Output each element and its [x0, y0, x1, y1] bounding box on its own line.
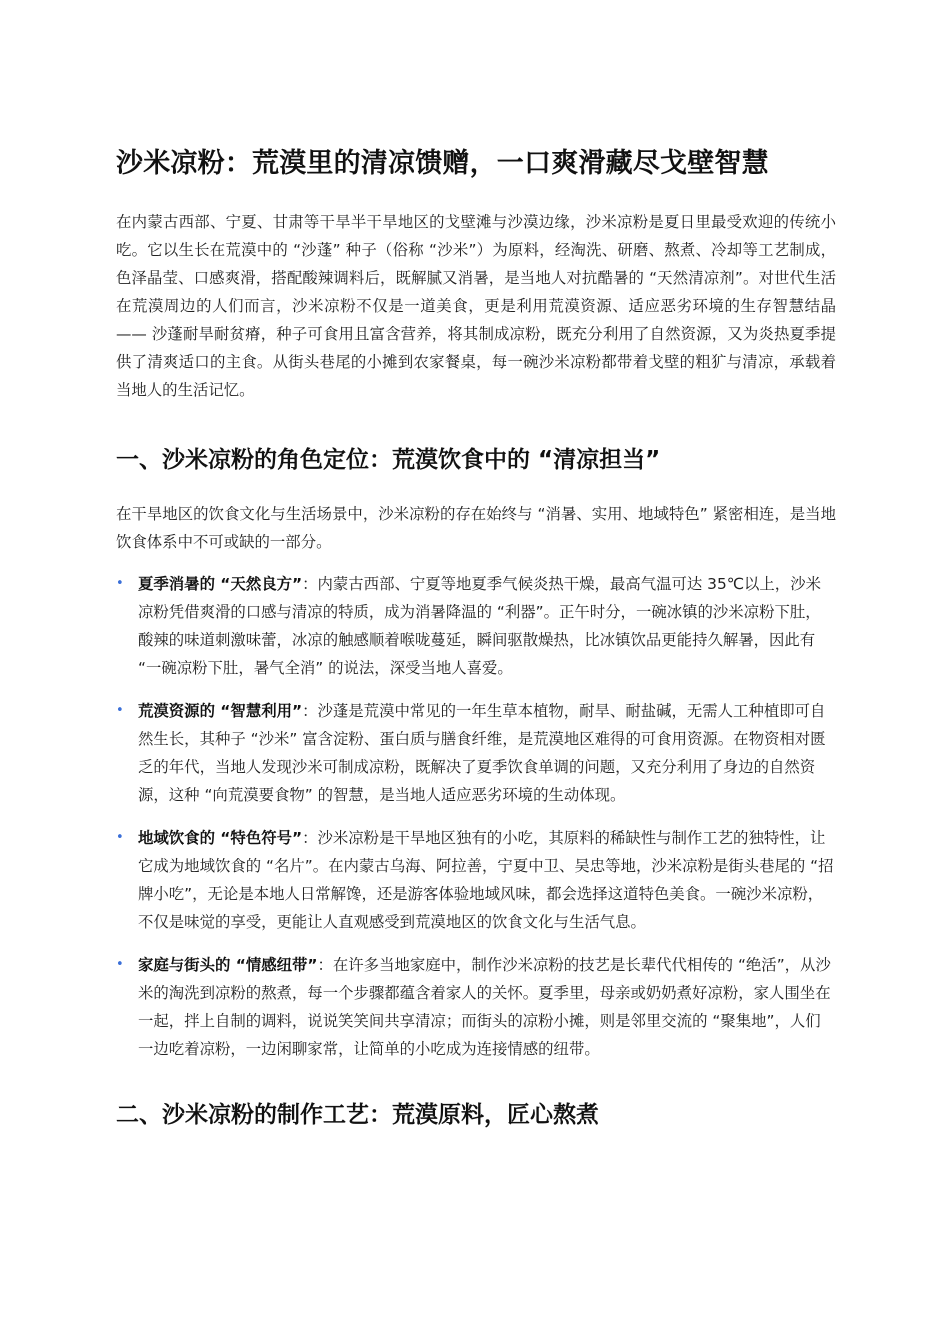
section-2-heading: 二、沙米凉粉的制作工艺：荒漠原料，匠心熬煮: [116, 1102, 599, 1128]
bullet-item-summer-cooling: [116, 570, 836, 682]
bullet-dot-icon: •: [116, 957, 124, 972]
bullet-item-text: ：内蒙古西部、宁夏等地夏季气候炎热干燥，最高气温可达 35℃以上，沙米凉粉凭借爽滑的口感与清凉的特质，成为消暑降温的 “利器”。正午时分，一碗冰镇的沙米凉粉下肚，酸辣的味道刺激味蕾，冰凉的触感顺着喉咙蔓延，瞬间驱散燥热，比冰镇饮品更能持久解暑，因此有 “一碗凉粉下肚，暑气全消” 的说法，深受当地人喜爱。: [138, 575, 821, 677]
bullet-dot-icon: •: [116, 703, 124, 718]
bullet-item-heading: 家庭与街头的 “情感纽带”: [138, 956, 318, 974]
section-1-heading: 一、沙米凉粉的角色定位：荒漠饮食中的 “清凉担当”: [116, 447, 661, 473]
bullet-item-resource-use: [116, 697, 836, 809]
bullet-dot-icon: •: [116, 576, 124, 591]
document-title: 沙米凉粉：荒漠里的清凉馈赠，一口爽滑藏尽戈壁智慧: [116, 148, 769, 179]
bullet-item-text: ：沙米凉粉是干旱地区独有的小吃，其原料的稀缺性与制作工艺的独特性，让它成为地域饮食的 “名片”。在内蒙古乌海、阿拉善，宁夏中卫、吴忠等地，沙米凉粉是街头巷尾的 “招牌小吃”，无论是本地人日常解馋，还是游客体验地域风味，都会选择这道特色美食。一碗沙米凉粉，不仅是味觉的享受，更能让人直观感受到荒漠地区的饮食文化与生活气息。: [138, 829, 834, 931]
bullet-item-heading: 夏季消暑的 “天然良方”: [138, 575, 303, 593]
section-1-lead-paragraph: 在干旱地区的饮食文化与生活场景中，沙米凉粉的存在始终与 “消暑、实用、地域特色” 紧密相连，是当地饮食体系中不可或缺的一部分。: [116, 505, 836, 551]
bullet-item-text: ：沙蓬是荒漠中常见的一年生草本植物，耐旱、耐盐碱，无需人工种植即可自然生长，其种子 “沙米” 富含淀粉、蛋白质与膳食纤维，是荒漠地区难得的可食用资源。在物资相对匮乏的年代，当地人发现沙米可制成凉粉，既解决了夏季饮食单调的问题，又充分利用了身边的自然资源，这种 “向荒漠要食物” 的智慧，是当地人适应恶劣环境的生动体现。: [138, 702, 826, 804]
bullet-item-heading: 荒漠资源的 “智慧利用”: [138, 702, 303, 720]
bullet-item-text: ：在许多当地家庭中，制作沙米凉粉的技艺是长辈代代相传的 “绝活”，从沙米的淘洗到凉粉的熬煮，每一个步骤都蕴含着家人的关怀。夏季里，母亲或奶奶煮好凉粉，家人围坐在一起，拌上自制的调料，说说笑笑间共享清凉；而街头的凉粉小摊，则是邻里交流的 “聚集地”，人们一边吃着凉粉，一边闲聊家常，让简单的小吃成为连接情感的纽带。: [138, 956, 831, 1058]
bullet-item-emotional-bond: [116, 951, 836, 1063]
intro-paragraph: 在内蒙古西部、宁夏、甘肃等干旱半干旱地区的戈壁滩与沙漠边缘，沙米凉粉是夏日里最受欢迎的传统小吃。它以生长在荒漠中的 “沙蓬” 种子（俗称 “沙米”）为原料，经淘洗、研磨、熬煮、冷却等工艺制成，色泽晶莹、口感爽滑，搭配酸辣调料后，既解腻又消暑，是当地人对抗酷暑的 “天然清凉剂”。对世代生活在荒漠周边的人们而言，沙米凉粉不仅是一道美食，更是利用荒漠资源、适应恶劣环境的生存智慧结晶 —— 沙蓬耐旱耐贫瘠，种子可食用且富含营养，将其制成凉粉，既充分利用了自然资源，又为炎热夏季提供了清爽适口的主食。从街头巷尾的小摊到农家餐桌，每一碗沙米凉粉都带着戈壁的粗犷与清凉，承载着当地人的生活记忆。: [116, 213, 836, 399]
section-1-bullet-list: [116, 570, 836, 1063]
bullet-item-heading: 地域饮食的 “特色符号”: [138, 829, 303, 847]
bullet-item-regional-symbol: [116, 824, 836, 936]
bullet-dot-icon: •: [116, 830, 124, 845]
